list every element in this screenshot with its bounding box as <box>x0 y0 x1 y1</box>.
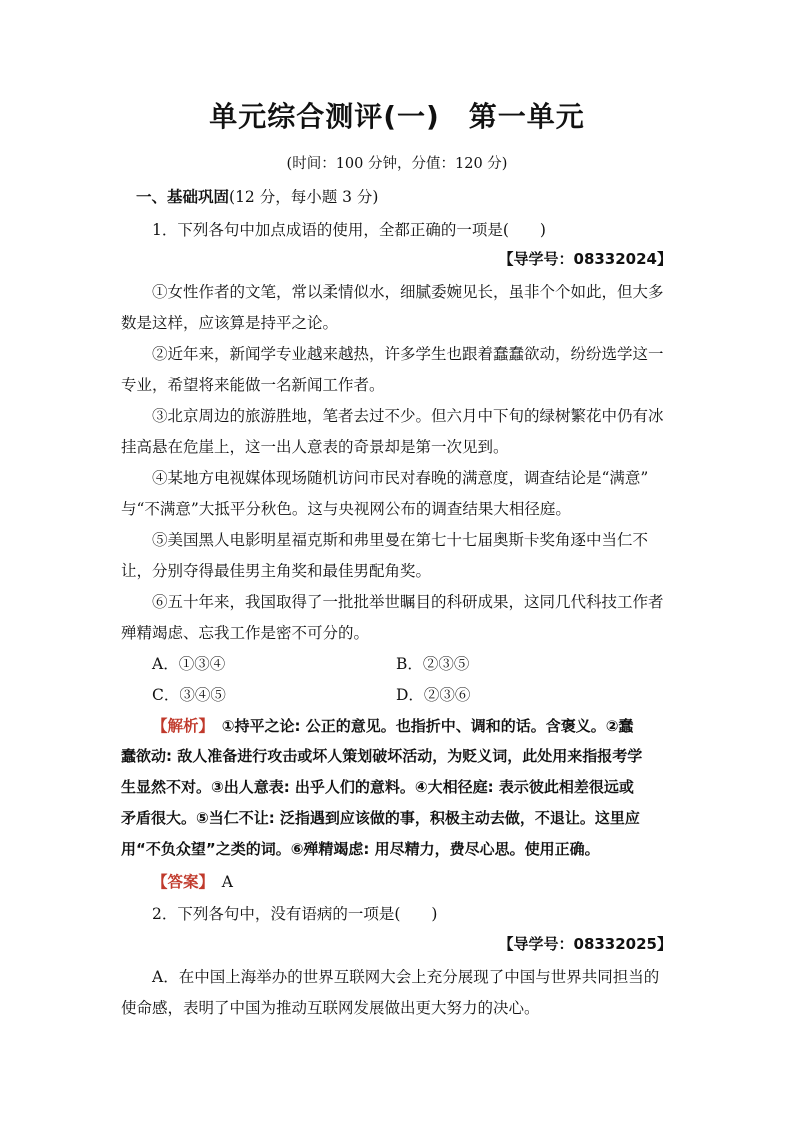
analysis-text-1: ①持平之论: 公正的意见。也指折中、调和的话。含褒义。②蠢 <box>221 717 634 735</box>
question-2-guide-number: 【导学号：08332025】 <box>498 935 672 953</box>
answer-value: A <box>221 873 233 891</box>
question-1-item-2-line-1: ②近年来，新闻学专业越来越热，许多学生也跟着蠢蠢欲动，纷纷选学这一 <box>152 345 664 363</box>
question-1-analysis-line-3: 生显然不对。③出人意表: 出乎人们的意料。④大相径庭: 表示彼此相差很远或 <box>121 778 634 796</box>
answer-tag: 【答案】 <box>152 873 207 891</box>
question-1-analysis-line-2: 蠢欲动: 敌人准备进行攻击或坏人策划破坏活动，为贬义词，此处用来指报考学 <box>121 747 643 765</box>
section-heading-note: (12 分，每小题 3 分) <box>229 188 379 206</box>
section-heading-text: 一、基础巩固 <box>136 188 230 206</box>
question-1-item-6-line-1: ⑥五十年来，我国取得了一批批举世瞩目的科研成果，这同几代科技工作者 <box>152 593 664 611</box>
question-1-item-1-line-2: 数是这样，应该算是持平之论。 <box>121 314 339 332</box>
question-1-guide-number: 【导学号：08332024】 <box>498 250 672 268</box>
question-1-option-b: B．②③⑤ <box>396 655 470 673</box>
question-1-option-c: C．③④⑤ <box>152 686 226 704</box>
question-1-item-3-line-1: ③北京周边的旅游胜地，笔者去过不少。但六月中下旬的绿树繁花中仍有冰 <box>152 407 664 425</box>
question-1-stem: 1．下列各句中加点成语的使用，全都正确的一项是( ) <box>152 221 546 239</box>
question-1-item-5-line-1: ⑤美国黑人电影明星福克斯和弗里曼在第七十七届奥斯卡奖角逐中当仁不 <box>152 531 649 549</box>
question-2-option-a-line-2: 使命感，表明了中国为推动互联网发展做出更大努力的决心。 <box>121 999 540 1017</box>
page-subtitle: (时间：100 分钟，分值：120 分) <box>286 156 508 172</box>
question-1-analysis-line-4: 矛盾很大。⑤当仁不让: 泛指遇到应该做的事，积极主动去做，不退让。这里应 <box>121 809 640 827</box>
question-1-item-1-line-1: ①女性作者的文笔，常以柔情似水，细腻委婉见长，虽非个个如此，但大多 <box>152 283 664 301</box>
question-1-item-6-line-2: 殚精竭虑、忘我工作是密不可分的。 <box>121 624 370 642</box>
section-heading <box>136 185 691 207</box>
question-1-analysis-line-5: 用“不负众望”之类的词。⑥殚精竭虑: 用尽精力，费尽心思。使用正确。 <box>121 840 600 858</box>
question-1-option-a: A．①③④ <box>152 655 226 673</box>
page-title: 单元综合测评(一) 第一单元 <box>209 100 585 133</box>
question-1-answer <box>152 870 707 892</box>
question-1-item-4-line-2: 与“不满意”大抵平分秋色。这与央视网公布的调查结果大相径庭。 <box>121 500 571 518</box>
analysis-tag: 【解析】 <box>152 717 207 735</box>
question-1-item-4-line-1: ④某地方电视媒体现场随机访问市民对春晚的满意度，调查结论是“满意” <box>152 469 649 487</box>
question-2-stem: 2．下列各句中，没有语病的一项是( ) <box>152 905 438 923</box>
question-1-item-2-line-2: 专业，希望将来能做一名新闻工作者。 <box>121 376 385 394</box>
question-1-item-3-line-2: 挂高悬在危崖上，这一出人意表的奇景却是第一次见到。 <box>121 438 509 456</box>
question-1-item-5-line-2: 让，分别夺得最佳男主角奖和最佳男配角奖。 <box>121 562 432 580</box>
question-1-option-d: D．②③⑥ <box>396 686 471 704</box>
question-1-analysis-line-1 <box>152 714 707 736</box>
question-2-option-a-line-1: A．在中国上海举办的世界互联网大会上充分展现了中国与世界共同担当的 <box>152 968 660 986</box>
